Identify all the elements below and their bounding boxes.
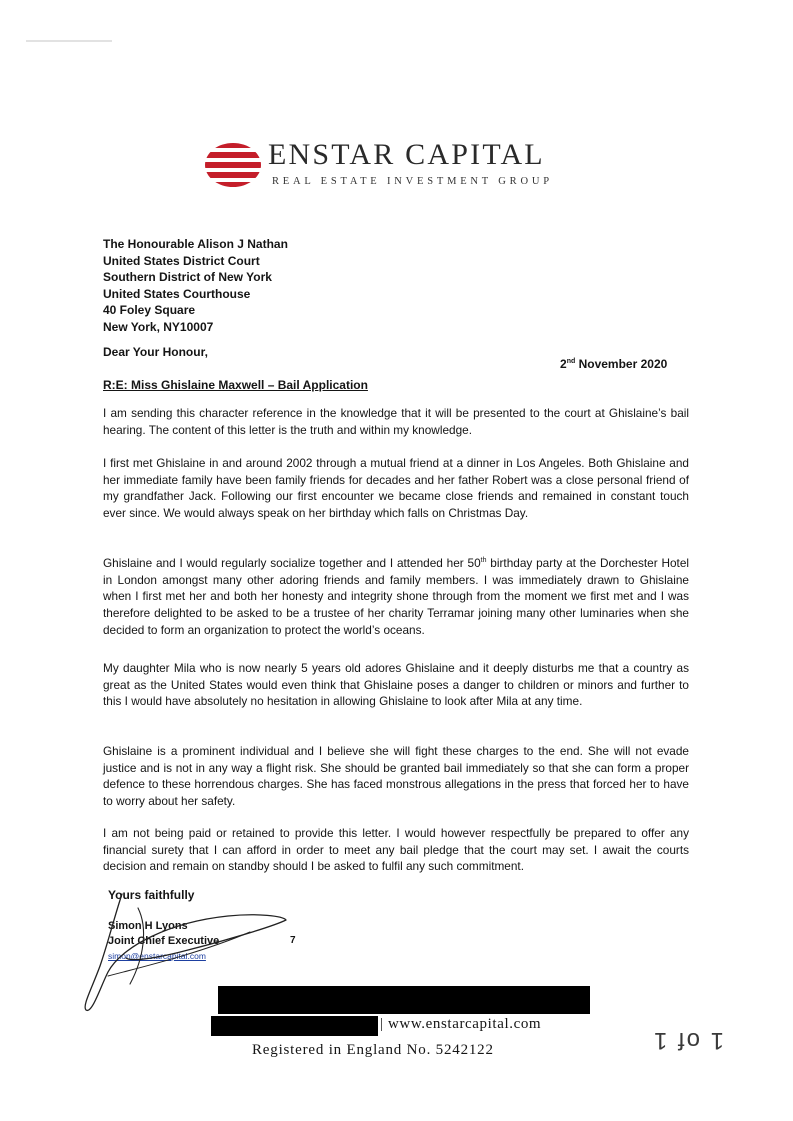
address-line: United States District Court	[103, 253, 260, 268]
address-line: 40 Foley Square	[103, 303, 196, 317]
redaction-bar	[211, 1016, 378, 1036]
subject-line: R:E: Miss Ghislaine Maxwell – Bail Application	[103, 378, 368, 392]
body-paragraph-3	[103, 555, 689, 639]
enstar-logo-icon	[204, 142, 262, 188]
scan-artifact-line	[26, 40, 112, 42]
body-paragraph-5: Ghislaine is a prominent individual and I believe she will fight these charges to the end. She will not evade justice and is not in any way a flight risk. She should be granted bail immediately so that she can form a proper defence to these horrendous charges. She has faced monstrous allegations in the press that forced her to have to worry about her safety.	[103, 744, 689, 809]
ordinal-suffix: th	[480, 557, 487, 565]
salutation: Dear Your Honour,	[103, 345, 208, 359]
letter-date	[560, 357, 667, 371]
footer-website: | www.enstarcapital.com	[380, 1016, 542, 1032]
address-line: The Honourable Alison J Nathan	[103, 237, 288, 251]
paragraph-3-start: Ghislaine and I would regularly socialize together and I attended her 50	[103, 556, 481, 570]
date-rest: November 2020	[575, 357, 668, 371]
date-day: 2	[560, 357, 567, 371]
paragraph-3-end: birthday party at the Dorchester Hotel in London amongst many other adoring friends and family members. I was immediately drawn to Ghislaine when I first met her and both her honesty and integrity shone through from the moment we first met and I was therefore delighted to be asked to be a trustee of her charity Terramar joining many other luminaries when she decided to form an organization to protect the world’s oceans.	[103, 556, 689, 637]
closing-phrase: Yours faithfully	[108, 888, 195, 902]
company-name: ENSTAR CAPITAL	[268, 138, 545, 171]
footer-registration: Registered in England No. 5242122	[252, 1042, 494, 1058]
page-number-mark: 1 of 1	[652, 1027, 725, 1054]
recipient-address	[103, 236, 288, 335]
body-paragraph-2: I first met Ghislaine in and around 2002 through a mutual friend at a dinner in Los Angeles. Both Ghislaine and her immediate family have been family friends for decades and her father Robert was a close personal friend of my grandfather Jack. Following our first encounter we became close friends and remained in constant touch ever since. We would always speak on her birthday which falls on Christmas Day.	[103, 456, 689, 521]
redaction-bar	[218, 986, 590, 1014]
signatory-name: Simon H Lyons	[108, 920, 188, 932]
address-line: New York, NY10007	[103, 319, 214, 334]
signatory-email-link[interactable]: simon@enstarcapital.com	[108, 951, 206, 961]
tick-mark: 7	[290, 935, 296, 946]
signatory-title: Joint Chief Executive	[108, 935, 220, 947]
body-paragraph-1: I am sending this character reference in the knowledge that it will be presented to the court at Ghislaine’s bail hearing. The content of this letter is the truth and within my knowledge.	[103, 406, 689, 437]
body-paragraph-6: I am not being paid or retained to provide this letter. I would however respectfully be prepared to offer any financial surety that I can afford in order to meet any bail pledge that the court may set. I await the courts decision and remain on standby should I be asked to fulfil any such commitment.	[103, 826, 689, 874]
address-line: Southern District of New York	[103, 270, 272, 284]
date-suffix: nd	[566, 358, 576, 365]
address-line: United States Courthouse	[103, 286, 251, 301]
company-tagline: REAL ESTATE INVESTMENT GROUP	[272, 176, 553, 187]
body-paragraph-4: My daughter Mila who is now nearly 5 years old adores Ghislaine and it deeply disturbs me that a country as great as the United States would even think that Ghislaine poses a danger to children or minors and further to this I would have absolutely no hesitation in allowing Ghislaine to look after Mila at any time.	[103, 661, 689, 709]
